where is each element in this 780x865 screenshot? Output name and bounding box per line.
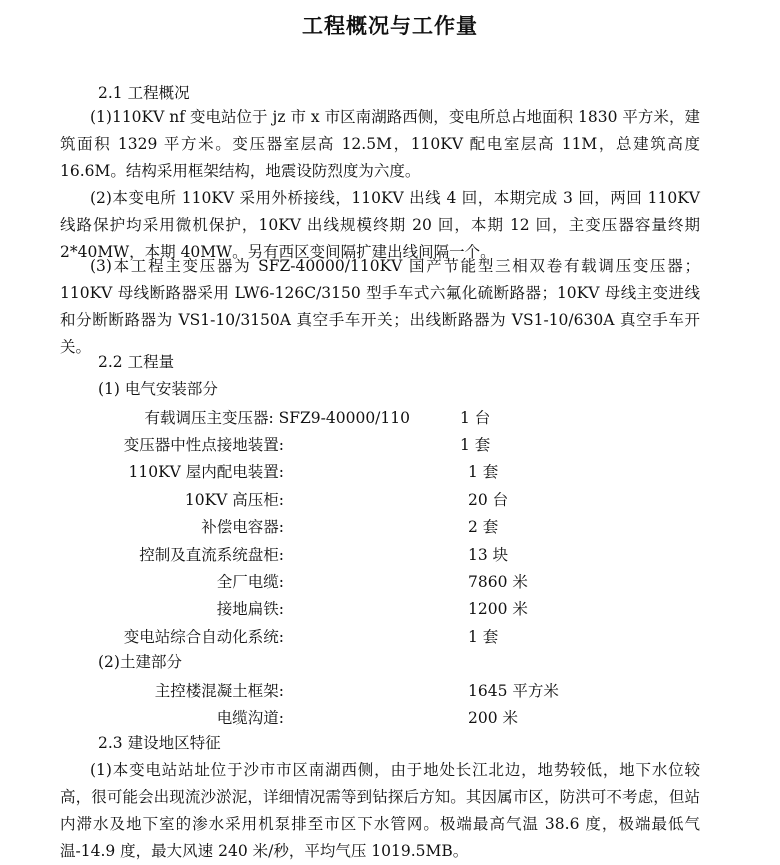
item-value: 1 套 [468,628,499,646]
item-value: 1 台 [460,409,491,427]
item-label: 变电站综合自动化系统: [123,628,284,646]
item-value: 1200 米 [468,600,528,618]
section-2-1-heading: 2.1 工程概况 [98,84,190,102]
item-value: 20 台 [468,491,509,509]
item-label: 主控楼混凝土框架: [154,682,284,700]
section-2-3-paragraph-1: (1)本变电站站址位于沙市市区南湖西侧，由于地处长江北边，地势较低，地下水位较高，很可能会出现流沙淤泥，详细情况需等到钻探后方知。其因属市区，防洪可不考虑，但站内滞水及地下室的渗水采用机泵排至市区下水管网。极端最高气温 38.6 度，极端最低气温-14.9 度，最大风速 240 米/秒，平均气压 1019.5MB。 [60,761,700,860]
section-2-1-paragraph-1: (1)110KV nf 变电站位于 jz 市 x 市区南湖路西侧，变电所总占地面积 1830 平方米，建筑面积 1329 平方米。变压器室层高 12.5M，110KV 配电室层高 11M，总建筑高度 16.6M。结构采用框架结构，地震设防烈度为六度。 [60,108,700,180]
item-label: 110KV 屋内配电装置: [128,463,284,481]
item-value: 200 米 [468,709,519,727]
item-label: 全厂电缆: [216,573,284,591]
item-value: 1 套 [468,463,499,481]
item-value: 7860 米 [468,573,528,591]
document-title: 工程概况与工作量 [302,14,478,38]
item-label: 10KV 高压柜: [184,491,284,509]
item-value: 2 套 [468,518,499,536]
section-2-2-heading: 2.2 工程量 [98,353,175,371]
section-2-1-paragraph-3: (3)本工程主变压器为 SFZ-40000/110KV 国产节能型三相双卷有载调压变压器；110KV 母线断路器采用 LW6-126C/3150 型手车式六氟化硫断路器；10KV 母线主变进线和分断断路器为 VS1-10/3150A 真空手车开关；出线断路器为 VS1-10/630A 真空手车开关。 [60,257,700,356]
section-2-3-heading: 2.3 建设地区特征 [98,734,221,752]
electrical-subheading: (1) 电气安装部分 [98,380,218,398]
section-2-1-paragraph-2: (2)本变电所 110KV 采用外桥接线，110KV 出线 4 回，本期完成 3 回，两回 110KV 线路保护均采用微机保护，10KV 出线规模终期 20 回，本期 12 回，主变压器容量终期 2*40MW，本期 40MW。另有西区变间隔扩建出线间隔一个。 [60,189,700,261]
item-label: 接地扁铁: [216,600,284,618]
item-label: 补偿电容器: [201,518,284,536]
civil-subheading: (2)土建部分 [98,653,182,671]
item-label: 电缆沟道: [216,709,284,727]
item-value: 1645 平方米 [468,682,559,700]
item-value: 1 套 [460,436,491,454]
item-label: 变压器中性点接地装置: [123,436,284,454]
item-label: 有载调压主变压器: SFZ9-40000/110 [144,409,410,427]
item-label: 控制及直流系统盘柜: [139,546,284,564]
item-value: 13 块 [468,546,509,564]
